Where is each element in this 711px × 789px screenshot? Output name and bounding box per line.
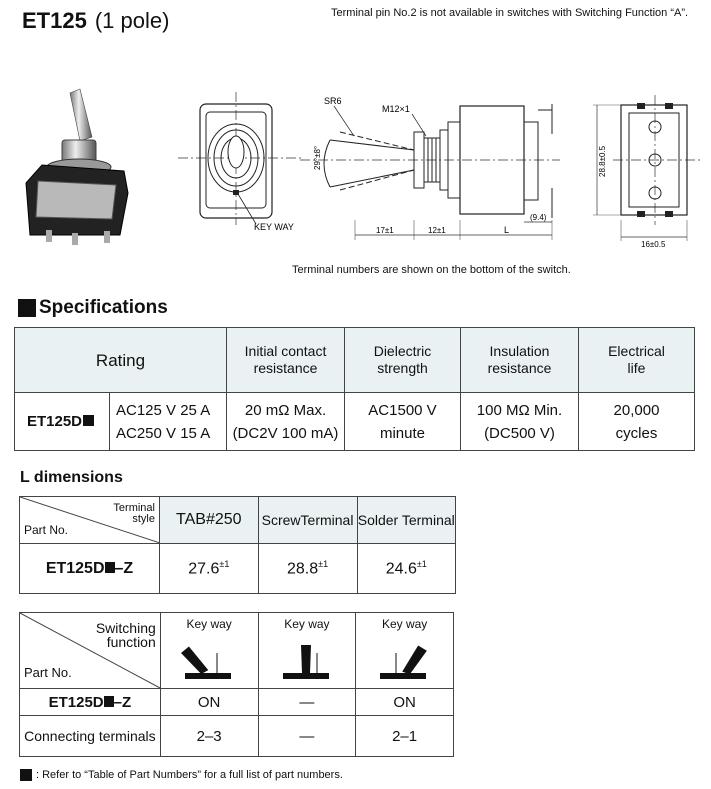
sw-row1-col3: ON bbox=[356, 689, 454, 716]
front-view-drawing bbox=[178, 90, 308, 240]
solder-value: $24.6^{\pm 1}$ bbox=[357, 544, 455, 594]
switch-photo bbox=[20, 85, 135, 245]
toggle-right-icon bbox=[374, 643, 434, 683]
switching-function-table bbox=[19, 612, 454, 757]
l-part-cell: ET125D –Z bbox=[20, 544, 160, 594]
terminal-caption: Terminal numbers are shown on the bottom of the switch. bbox=[292, 264, 571, 276]
dim-94-label: (9.4) bbox=[530, 213, 547, 222]
m12-label: M12×1 bbox=[382, 104, 410, 114]
life-header: Electrical life bbox=[579, 328, 695, 393]
footer-note: : Refer to “Table of Part Numbers” for a full list of part numbers. bbox=[20, 769, 343, 781]
rear-view-drawing bbox=[583, 95, 703, 255]
dim-17-label: 17±1 bbox=[376, 226, 394, 235]
toggle-center-icon bbox=[277, 643, 337, 683]
dielectric-cell: AC1500 V minute bbox=[345, 393, 461, 451]
l-corner-cell: Terminal style Part No. bbox=[20, 497, 160, 544]
contact-cell: 20 mΩ Max. (DC2V 100 mA) bbox=[227, 393, 345, 451]
sw-corner-cell: Switching function Part No. bbox=[20, 613, 161, 689]
pole-count: (1 pole) bbox=[94, 8, 170, 33]
black-square-icon bbox=[20, 769, 32, 781]
insulation-cell: 100 MΩ Min. (DC500 V) bbox=[461, 393, 579, 451]
page-title bbox=[22, 8, 169, 34]
sw-row1-col1: ON bbox=[160, 689, 258, 716]
screw-header: ScrewTerminal bbox=[258, 497, 357, 544]
side-view-drawing bbox=[300, 92, 570, 242]
tab250-header: TAB#250 bbox=[160, 497, 259, 544]
solder-header: Solder Terminal bbox=[357, 497, 455, 544]
model-name: ET125 bbox=[22, 8, 87, 33]
dim-16-label: 16±0.5 bbox=[641, 240, 666, 249]
terminal-note: Terminal pin No.2 is not available in switches with Switching Function “A”. bbox=[331, 7, 689, 19]
life-cell: 20,000 cycles bbox=[579, 393, 695, 451]
specifications-heading: Specifications bbox=[18, 297, 168, 319]
spec-part-cell: ET125D bbox=[15, 393, 110, 451]
specifications-table bbox=[14, 327, 695, 451]
sw-col-3: Key way bbox=[356, 613, 454, 689]
sw-row1-col2: — bbox=[258, 689, 356, 716]
contact-header: Initial contact resistance bbox=[227, 328, 345, 393]
sw-row2-col1: 2–3 bbox=[160, 716, 258, 757]
tab250-value: $27.6^{\pm 1}$ bbox=[160, 544, 259, 594]
dim-12-label: 12±1 bbox=[428, 226, 446, 235]
sw-col-1: Key way bbox=[160, 613, 258, 689]
l-dimensions-table bbox=[19, 496, 456, 594]
l-dimensions-heading: L dimensions bbox=[20, 469, 123, 486]
sr6-label: SR6 bbox=[324, 96, 342, 106]
sw-row2-col3: 2–1 bbox=[356, 716, 454, 757]
screw-value: $28.8^{\pm 1}$ bbox=[258, 544, 357, 594]
sw-col-2: Key way bbox=[258, 613, 356, 689]
connecting-terminals-label: Connecting terminals bbox=[20, 716, 161, 757]
dim-l-label: L bbox=[504, 225, 510, 235]
black-square-icon bbox=[18, 299, 36, 317]
black-square-icon bbox=[104, 696, 114, 707]
sw-part-cell: ET125D –Z bbox=[20, 689, 161, 716]
sw-row2-col2: — bbox=[258, 716, 356, 757]
insulation-header: Insulation resistance bbox=[461, 328, 579, 393]
black-square-icon bbox=[105, 562, 115, 573]
rating-header: Rating bbox=[15, 328, 227, 393]
rating-cell: AC125 V 25 A AC250 V 15 A bbox=[110, 393, 227, 451]
black-square-icon bbox=[83, 415, 94, 426]
dim-288-label: 28.8±0.5 bbox=[598, 145, 607, 177]
key-way-label: KEY WAY bbox=[254, 222, 294, 232]
angle-label: 29°±8° bbox=[313, 145, 322, 170]
toggle-left-icon bbox=[179, 643, 239, 683]
dielectric-header: Dielectric strength bbox=[345, 328, 461, 393]
